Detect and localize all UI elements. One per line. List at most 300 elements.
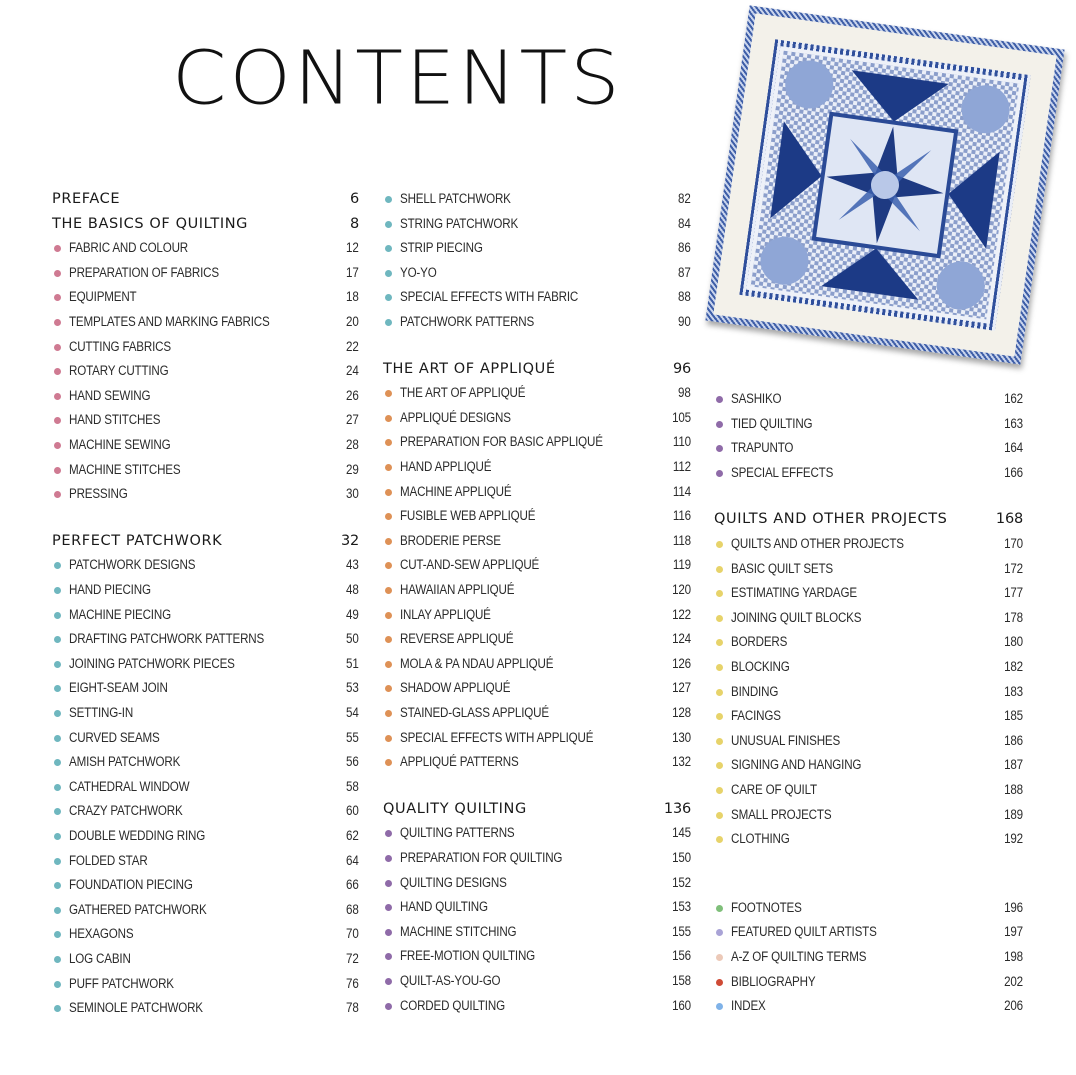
bullet-dot-icon [385,439,392,446]
toc-entry [52,923,359,947]
toc-entry-label: MACHINE APPLIQUÉ [400,483,512,499]
section-heading [52,213,359,237]
bullet-dot-icon [54,931,61,938]
toc-entry-label: FOLDED STAR [69,852,148,868]
toc-entry [714,828,1023,852]
toc-entry [714,921,1023,945]
toc-entry [52,653,359,677]
toc-entry-page: 86 [678,240,691,256]
toc-entry [52,800,359,824]
toc-entry [714,413,1023,437]
bullet-dot-icon [54,685,61,692]
bullet-dot-icon [385,538,392,545]
toc-entry-page: 188 [1004,782,1023,797]
toc-entry-label: HAND SEWING [69,387,151,403]
bullet-dot-icon [716,787,723,794]
toc-entry [52,311,359,335]
toc-entry-label: AMISH PATCHWORK [69,754,181,770]
toc-entry [714,462,1023,486]
toc-entry-page: 158 [672,973,691,988]
toc-entry [383,505,691,529]
toc-entry-label: INDEX [731,998,766,1014]
toc-entry-label: DOUBLE WEDDING RING [69,828,206,843]
toc-entry [383,554,691,578]
toc-entry-page: 90 [678,314,691,329]
toc-entry [383,677,691,701]
toc-entry-label: PUFF PATCHWORK [69,975,174,991]
toc-entry-label: FREE-MOTION QUILTING [400,948,536,964]
toc-entry-label: BASIC QUILT SETS [731,560,833,576]
toc-entry-label: MACHINE SEWING [69,437,171,452]
toc-entry-page: 206 [1004,998,1023,1014]
toc-entry-page: 24 [346,363,359,379]
toc-entry-label: JOINING PATCHWORK PIECES [69,655,235,671]
toc-entry-page: 166 [1004,464,1023,480]
toc-entry-page: 54 [346,705,359,720]
bullet-dot-icon [385,735,392,742]
toc-entry-label: FEATURED QUILT ARTISTS [731,924,877,940]
toc-entry [714,897,1023,921]
bullet-dot-icon [54,368,61,375]
toc-entry [383,237,691,261]
toc-entry [383,286,691,310]
toc-entry-page: 132 [672,754,691,770]
toc-entry [52,554,359,578]
toc-entry-page: 145 [672,825,691,841]
section-heading [383,358,691,382]
toc-entry-page: 164 [1004,440,1023,456]
toc-entry [52,483,359,507]
bullet-dot-icon [54,833,61,840]
toc-entry-page: 51 [346,655,359,671]
toc-entry [383,456,691,480]
bullet-dot-icon [54,270,61,277]
bullet-dot-icon [716,396,723,403]
toc-entry-page: 55 [346,729,359,745]
toc-entry [52,262,359,286]
toc-entry-page: 64 [346,852,359,868]
toc-entry-label: SPECIAL EFFECTS [731,464,834,480]
toc-entry-label: BRODERIE PERSE [400,532,501,548]
toc-entry-page: 30 [346,486,359,502]
toc-entry-label: MACHINE STITCHING [400,923,517,939]
toc-entry [383,311,691,335]
toc-entry-page: 189 [1004,806,1023,822]
toc-entry-label: TEMPLATES AND MARKING FABRICS [69,314,270,329]
section-heading [52,530,359,554]
toc-entry-page: 112 [672,459,691,474]
toc-entry-label: MOLA & PA NDAU APPLIQUÉ [400,655,554,671]
toc-entry-label: CUTTING FABRICS [69,338,171,354]
toc-entry-label: FACINGS [731,708,781,724]
toc-entry-label: CUT-AND-SEW APPLIQUÉ [400,557,540,573]
toc-entry [714,779,1023,803]
toc-entry [383,431,691,455]
toc-entry-label: SEMINOLE PATCHWORK [69,1000,203,1016]
toc-entry-page: 50 [346,631,359,647]
toc-entry [52,825,359,849]
toc-entry-label: ESTIMATING YARDAGE [731,585,857,601]
bullet-dot-icon [385,294,392,301]
toc-entry-page: 124 [672,631,691,647]
toc-entry-page: 70 [346,926,359,942]
toc-entry-page: 68 [346,901,359,917]
bullet-dot-icon [385,636,392,643]
bullet-dot-icon [54,735,61,742]
bullet-dot-icon [385,904,392,911]
toc-entry-page: 20 [346,314,359,329]
bullet-dot-icon [385,661,392,668]
toc-entry-page: 56 [346,754,359,770]
toc-entry-label: STRIP PIECING [400,240,483,256]
toc-entry [383,213,691,237]
toc-entry-label: SIGNING AND HANGING [731,757,862,773]
toc-entry [383,921,691,945]
toc-entry-label: STAINED-GLASS APPLIQUÉ [400,705,549,720]
bullet-dot-icon [54,710,61,717]
bullet-dot-icon [54,491,61,498]
toc-entry-label: EQUIPMENT [69,289,137,305]
toc-entry [383,896,691,920]
toc-entry-page: 8 [349,215,359,232]
toc-entry [714,533,1023,557]
toc-entry-label: CRAZY PATCHWORK [69,803,183,819]
quilt-photo [705,5,1064,364]
toc-entry-label: QUILTING DESIGNS [400,874,507,890]
bullet-dot-icon [716,836,723,843]
toc-entry-page: 98 [678,385,691,401]
toc-entry-label: SHELL PATCHWORK [400,191,511,206]
toc-entry-page: 105 [672,409,691,425]
toc-entry-label: FABRIC AND COLOUR [69,240,189,256]
toc-entry [383,970,691,994]
toc-entry [383,702,691,726]
toc-entry-label: PREPARATION FOR QUILTING [400,850,563,865]
toc-entry [52,850,359,874]
toc-entry [383,604,691,628]
toc-entry-label: HAND QUILTING [400,899,488,915]
toc-entry-page: 76 [346,975,359,991]
toc-entry-label: SASHIKO [731,391,782,406]
bullet-dot-icon [54,587,61,594]
bullet-dot-icon [54,245,61,252]
toc-entry [714,656,1023,680]
bullet-dot-icon [385,710,392,717]
toc-entry-page: 122 [672,606,691,622]
toc-entry [714,388,1023,412]
toc-entry-page: 119 [672,557,691,573]
toc-entry-page: 43 [346,557,359,573]
bullet-dot-icon [716,470,723,477]
toc-entry [714,631,1023,655]
bullet-dot-icon [716,421,723,428]
toc-entry-label: QUILTING PATTERNS [400,825,515,841]
toc-entry [383,945,691,969]
toc-entry-page: 120 [672,582,691,597]
bullet-dot-icon [716,954,723,961]
toc-entry-label: HAND APPLIQUÉ [400,459,492,474]
bullet-dot-icon [716,812,723,819]
toc-entry-page: 126 [672,655,691,671]
toc-entry-page: 183 [1004,683,1023,699]
bullet-dot-icon [716,1003,723,1010]
toc-entry-page: 118 [672,532,691,548]
bullet-dot-icon [54,956,61,963]
toc-entry [383,751,691,775]
toc-entry-page: 136 [663,800,691,817]
toc-entry-page: 32 [340,532,359,549]
toc-entry-page: 192 [1004,831,1023,847]
bullet-dot-icon [54,393,61,400]
toc-entry-page: 48 [346,582,359,597]
toc-entry-label: CLOTHING [731,831,790,847]
toc-entry [52,336,359,360]
toc-entry-page: 28 [346,437,359,452]
toc-entry [714,681,1023,705]
bullet-dot-icon [385,196,392,203]
toc-entry-page: 182 [1004,659,1023,674]
bullet-dot-icon [385,319,392,326]
toc-entry-label: BLOCKING [731,659,790,674]
toc-entry-label: QUILTS AND OTHER PROJECTS [714,511,948,528]
bullet-dot-icon [54,784,61,791]
bullet-dot-icon [385,685,392,692]
toc-entry [52,677,359,701]
toc-entry-label: EIGHT-SEAM JOIN [69,680,168,696]
toc-entry [383,407,691,431]
toc-entry-page: 110 [672,434,691,450]
toc-entry [52,973,359,997]
toc-entry [383,579,691,603]
toc-entry-label: SHADOW APPLIQUÉ [400,680,511,696]
toc-entry-label: PERFECT PATCHWORK [52,532,223,549]
bullet-dot-icon [54,981,61,988]
bullet-dot-icon [385,612,392,619]
toc-entry [52,385,359,409]
toc-entry-page: 18 [346,289,359,305]
bullet-dot-icon [716,590,723,597]
section-heading [383,798,691,822]
toc-entry [714,582,1023,606]
toc-entry-page: 172 [1004,560,1023,576]
bullet-dot-icon [385,270,392,277]
toc-entry-label: FUSIBLE WEB APPLIQUÉ [400,508,536,524]
toc-entry-page: 160 [672,997,691,1013]
toc-entry [383,822,691,846]
toc-entry-label: SPECIAL EFFECTS WITH FABRIC [400,289,579,305]
toc-entry-label: BIBLIOGRAPHY [731,973,816,989]
bullet-dot-icon [385,1003,392,1010]
bullet-dot-icon [54,319,61,326]
toc-entry [52,628,359,652]
toc-entry-label: DRAFTING PATCHWORK PATTERNS [69,631,265,647]
bullet-dot-icon [716,689,723,696]
toc-entry-label: SETTING-IN [69,705,134,720]
toc-entry-label: STRING PATCHWORK [400,215,519,231]
toc-entry-page: 116 [672,508,691,524]
toc-entry [383,382,691,406]
bullet-dot-icon [54,858,61,865]
bullet-dot-icon [385,880,392,887]
toc-entry [52,899,359,923]
bullet-dot-icon [54,344,61,351]
toc-entry-page: 58 [346,778,359,794]
toc-entry [52,604,359,628]
bullet-dot-icon [716,541,723,548]
bullet-dot-icon [385,415,392,422]
bullet-dot-icon [54,882,61,889]
bullet-dot-icon [385,830,392,837]
toc-entry [383,481,691,505]
toc-entry-page: 78 [346,1000,359,1016]
toc-entry-label: BINDING [731,683,779,699]
toc-entry-page: 29 [346,461,359,477]
bullet-dot-icon [385,464,392,471]
toc-entry [383,628,691,652]
toc-entry-label: SMALL PROJECTS [731,806,832,822]
toc-entry-label: MACHINE STITCHES [69,461,181,477]
toc-entry [52,409,359,433]
toc-entry-label: THE ART OF APPLIQUÉ [400,385,526,401]
toc-entry [52,360,359,384]
toc-entry-label: JOINING QUILT BLOCKS [731,609,862,625]
toc-entry-label: CATHEDRAL WINDOW [69,778,190,794]
toc-entry-label: MACHINE PIECING [69,606,171,622]
toc-entry-label: APPLIQUÉ DESIGNS [400,409,511,425]
toc-entry-label: PATCHWORK PATTERNS [400,314,535,329]
bullet-dot-icon [385,562,392,569]
toc-entry-page: 180 [1004,634,1023,650]
bullet-dot-icon [54,661,61,668]
toc-entry-page: 170 [1004,536,1023,551]
bullet-dot-icon [385,390,392,397]
toc-entry-label: HAND PIECING [69,582,151,597]
toc-entry-page: 87 [678,264,691,280]
bullet-dot-icon [54,1005,61,1012]
toc-entry-label: UNUSUAL FINISHES [731,732,841,748]
toc-entry-label: THE ART OF APPLIQUÉ [383,360,556,377]
toc-entry-page: 60 [346,803,359,819]
toc-entry [383,188,691,212]
toc-entry [714,995,1023,1019]
bullet-dot-icon [54,417,61,424]
toc-entry [383,727,691,751]
toc-entry-page: 17 [346,264,359,280]
toc-entry [383,872,691,896]
toc-entry-label: HAND STITCHES [69,412,161,428]
toc-entry-page: 26 [346,387,359,403]
toc-entry [52,751,359,775]
toc-entry-label: FOUNDATION PIECING [69,877,193,893]
toc-entry-page: 53 [346,680,359,696]
toc-entry-label: QUILTS AND OTHER PROJECTS [731,536,904,551]
toc-entry-label: LOG CABIN [69,951,131,966]
toc-entry-label: HEXAGONS [69,926,134,942]
toc-entry-page: 162 [1004,391,1023,406]
toc-entry-label: GATHERED PATCHWORK [69,901,207,917]
bullet-dot-icon [54,808,61,815]
toc-entry-label: PREPARATION FOR BASIC APPLIQUÉ [400,434,603,450]
toc-entry-label: BORDERS [731,634,788,650]
bullet-dot-icon [54,907,61,914]
bullet-dot-icon [54,467,61,474]
toc-entry-label: REVERSE APPLIQUÉ [400,631,514,647]
toc-entry-label: PATCHWORK DESIGNS [69,557,196,573]
toc-entry [383,995,691,1019]
toc-entry-page: 84 [678,215,691,231]
bullet-dot-icon [716,738,723,745]
toc-entry-page: 197 [1004,924,1023,940]
toc-entry-page: 128 [672,705,691,720]
toc-entry-page: 155 [672,923,691,939]
toc-entry [714,971,1023,995]
toc-entry [714,558,1023,582]
toc-entry-page: 152 [672,874,691,890]
bullet-dot-icon [54,294,61,301]
toc-entry [383,262,691,286]
toc-entry-label: CURVED SEAMS [69,729,160,745]
bullet-dot-icon [716,929,723,936]
bullet-dot-icon [716,762,723,769]
toc-entry-label: PREFACE [52,191,121,207]
toc-entry [52,948,359,972]
toc-entry-label: TIED QUILTING [731,415,813,431]
section-heading [714,508,1023,532]
toc-entry-label: INLAY APPLIQUÉ [400,606,491,622]
toc-entry [52,434,359,458]
toc-entry [714,607,1023,631]
toc-entry-page: 88 [678,289,691,305]
bullet-dot-icon [54,442,61,449]
toc-entry [383,653,691,677]
toc-entry [383,847,691,871]
toc-entry [52,997,359,1021]
bullet-dot-icon [716,445,723,452]
toc-entry [52,702,359,726]
bullet-dot-icon [716,664,723,671]
toc-entry-page: 82 [678,191,691,206]
toc-entry [714,437,1023,461]
bullet-dot-icon [385,245,392,252]
toc-entry-page: 62 [346,828,359,843]
toc-entry-label: SPECIAL EFFECTS WITH APPLIQUÉ [400,729,594,745]
bullet-dot-icon [716,905,723,912]
toc-entry [714,946,1023,970]
toc-entry-label: TRAPUNTO [731,440,794,456]
toc-entry-page: 198 [1004,949,1023,964]
bullet-dot-icon [716,979,723,986]
toc-entry [52,579,359,603]
toc-entry-label: QUALITY QUILTING [383,800,527,817]
toc-entry-page: 72 [346,951,359,966]
bullet-dot-icon [54,759,61,766]
toc-entry [714,754,1023,778]
bullet-dot-icon [385,953,392,960]
quilt-pattern-graphic [705,5,1064,364]
toc-entry-page: 27 [346,412,359,428]
toc-entry-label: CORDED QUILTING [400,997,505,1013]
toc-entry-page: 177 [1004,585,1023,601]
toc-entry [52,874,359,898]
bullet-dot-icon [716,615,723,622]
toc-entry-label: PRESSING [69,486,128,502]
bullet-dot-icon [385,929,392,936]
toc-entry [714,730,1023,754]
toc-entry-page: 196 [1004,899,1023,915]
toc-entry-page: 12 [346,240,359,256]
section-heading [52,188,359,212]
toc-entry-label: YO-YO [400,264,437,280]
